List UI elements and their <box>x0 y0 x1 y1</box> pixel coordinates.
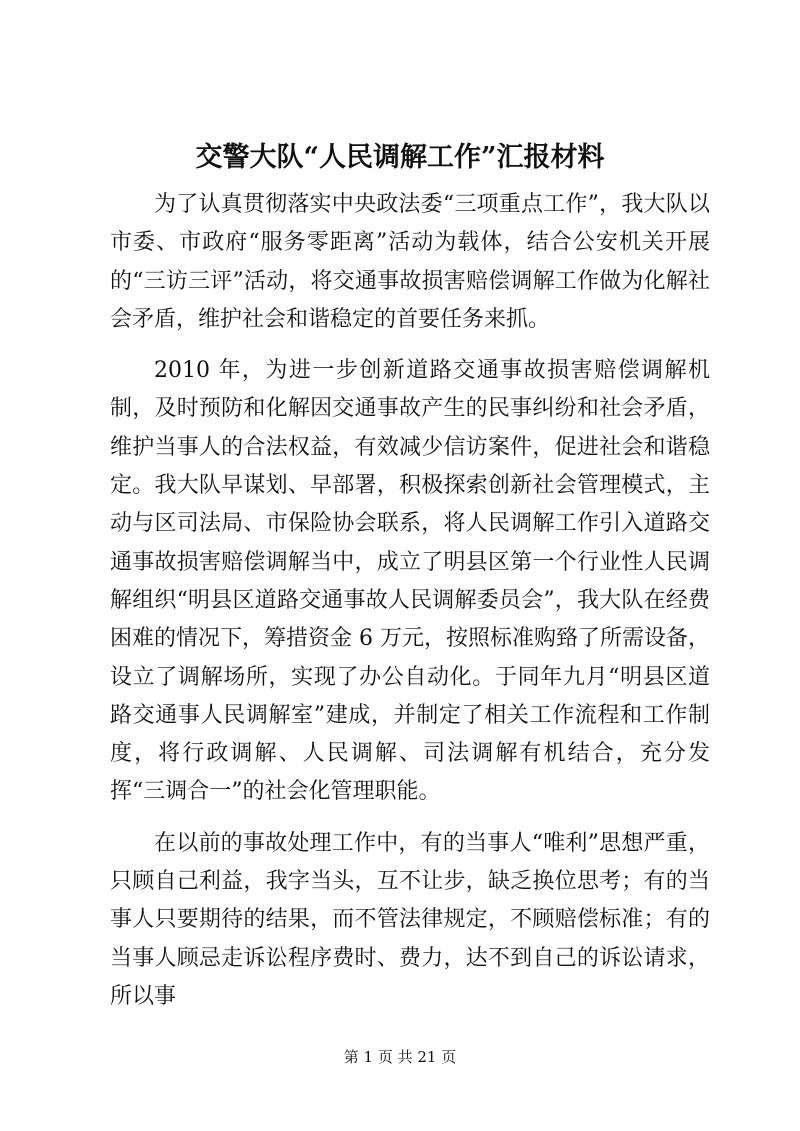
document-body <box>110 186 710 1016</box>
document-title: 交警大队“人民调解工作”汇报材料 <box>195 142 605 173</box>
paragraph-1: 为了认真贯彻落实中央政法委“三项重点工作”，我大队以市委、市政府“服务零距离”活动为载体，结合公安机关开展的“三访三评”活动，将交通事故损害赔偿调解工作做为化解社会矛盾，维护社会和谐稳定的首要任务来抓。 <box>110 192 710 332</box>
paragraph-3: 在以前的事故处理工作中，有的当事人“唯利”思想严重，只顾自己利益，我字当头，互不让步，缺乏换位思考；有的当事人只要期待的结果，而不管法律规定，不顾赔偿标准；有的当事人顾忌走诉讼程序费时、费力，达不到自己的诉讼请求，所以事 <box>110 830 710 1009</box>
page-footer: 第 1 页 共 21 页 <box>343 1048 457 1066</box>
paragraph-2: 2010 年，为进一步创新道路交通事故损害赔偿调解机制，及时预防和化解因交通事故产生的民事纠纷和社会矛盾，维护当事人的合法权益，有效减少信访案件，促进社会和谐稳定。我大队早谋划、早部署，积极探索创新社会管理模式，主动与区司法局、市保险协会联系，将人民调解工作引入道路交通事故损害赔偿调解当中，成立了明县区第一个行业性人民调解组织“明县区道路交通事故人民调解委员会”，我大队在经费困难的情况下，筹措资金 6 万元，按照标准购臵了所需设备，设立了调解场所，实现了办公自动化。于同年九月“明县区道路交通事人民调解室”建成，并制定了相关工作流程和工作制度，将行政调解、人民调解、司法调解有机结合，充分发挥“三调合一”的社会化管理职能。 <box>110 358 710 805</box>
